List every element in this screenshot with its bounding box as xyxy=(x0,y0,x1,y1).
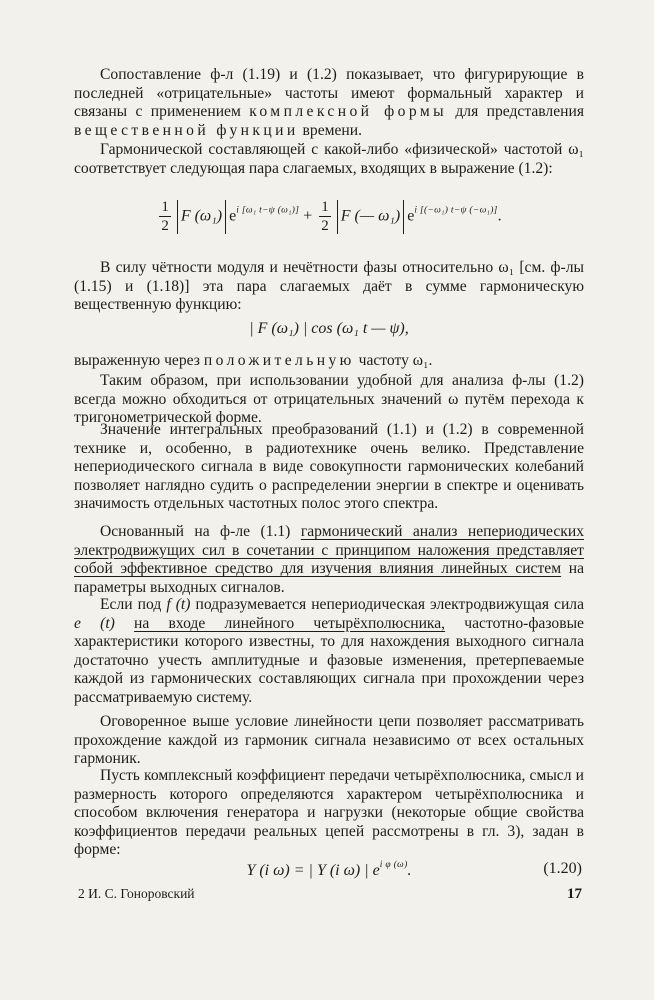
paragraph-2: Гармонической составляющей с какой-либо «физической» частотой ω₁ соответствует следующая пара слагаемых, входящих в выражение (1.2): xyxy=(74,141,584,177)
paragraph-5: Таким образом, при использовании удобной для анализа ф-лы (1.2) всегда можно обходиться от отрицательных значений ω путём перехода к тригонометрической форме. xyxy=(74,372,584,427)
underlined-passage: на входе линейного четырёхполюсника, xyxy=(134,614,446,632)
paragraph-6: Значение интегральных преобразований (1.1) и (1.2) в современной технике и, особенно, в радиотехнике очень велико. Представление непериодического сигнала в виде совокупности гармонических колебаний позволяет наглядно судить о распределении энергии в спектре и оценивать значимость отдельных частотных полос этого спектра. xyxy=(74,421,584,513)
fraction-half: $\frac{1}{2}$ xyxy=(321,199,329,234)
paragraph-4: выраженную через положительную частоту ω₁. xyxy=(74,352,433,369)
paragraph-9: Оговоренное выше условие линейности цепи позволяет рассматривать прохождение каждой из гармоник сигнала независимо от всех остальных гармоник. xyxy=(74,713,584,768)
underlined-passage: гармонический анализ непериодических электродвижущих сил в сочетании с принципом наложения представляет собой эффективное средство для изучения влияния линейных систем xyxy=(74,523,585,578)
paragraph-10: Пусть комплексный коэффициент передачи четырёхполюсника, смысл и размерность которого определяются характером четырёхполюсника и способом включения генератора и нагрузки (некоторые общие свойства коэффициентов передачи реальных цепей рассмотрены в гл. 3), задан в форме: xyxy=(74,767,584,859)
equation-number: (1.20) xyxy=(543,860,582,877)
paragraph-7: Основанный на ф-ле (1.1) гармонический анализ непериодических электродвижущих сил в сочетании с принципом наложения представляет собой эффективное средство для изучения влияния линейных систем на параметры выходных сигналов. xyxy=(74,523,585,596)
paragraph-3: В силу чётности модуля и нечётности фазы относительно ω₁ [см. ф-лы (1.15) и (1.18)] эта пара слагаемых даёт в сумме гармоническую вещественную функцию: xyxy=(74,259,584,314)
page-number: 17 xyxy=(567,886,582,902)
printer-signature: 2 И. С. Гоноровский xyxy=(78,886,195,901)
paragraph-1: Сопоставление ф-л (1.19) и (1.2) показывает, что фигурирующие в последней «отрицательные» частоты имеют формальный характер и связаны с применением комплексной формы для представления вещественной функции времени. xyxy=(74,66,584,139)
fraction-half: $\frac{1}{2}$ xyxy=(161,199,169,234)
paragraph-8: Если под f (t) подразумевается непериодическая электродвижущая сила e (t) на входе линейного четырёхполюсника, частотно-фазовые характеристики которого известны, то для нахождения выходного сигнала достаточно учесть амплитудные и фазовые изменения, претерпеваемые каждой из гармонических составляющих сигнала при прохождении через рассматриваемую систему. xyxy=(74,596,585,706)
equation-cos: | F (ω₁) | cos (ω₁ t — ψ), xyxy=(249,320,409,337)
equation-transfer: Y (i ω) = | Y (i ω) | $e^{i \varphi (\omega)}$. xyxy=(246,860,412,879)
equation-pair: $\frac{1}{2}$ F (ω₁) $e^{i [\omega_1 t-\psi (\omega_1)]}$ + $\frac{1}{2}$ F (— ω₁) $e^{i [(-\omega_1) t-\psi (-\omega_1)]}$. xyxy=(161,199,502,234)
